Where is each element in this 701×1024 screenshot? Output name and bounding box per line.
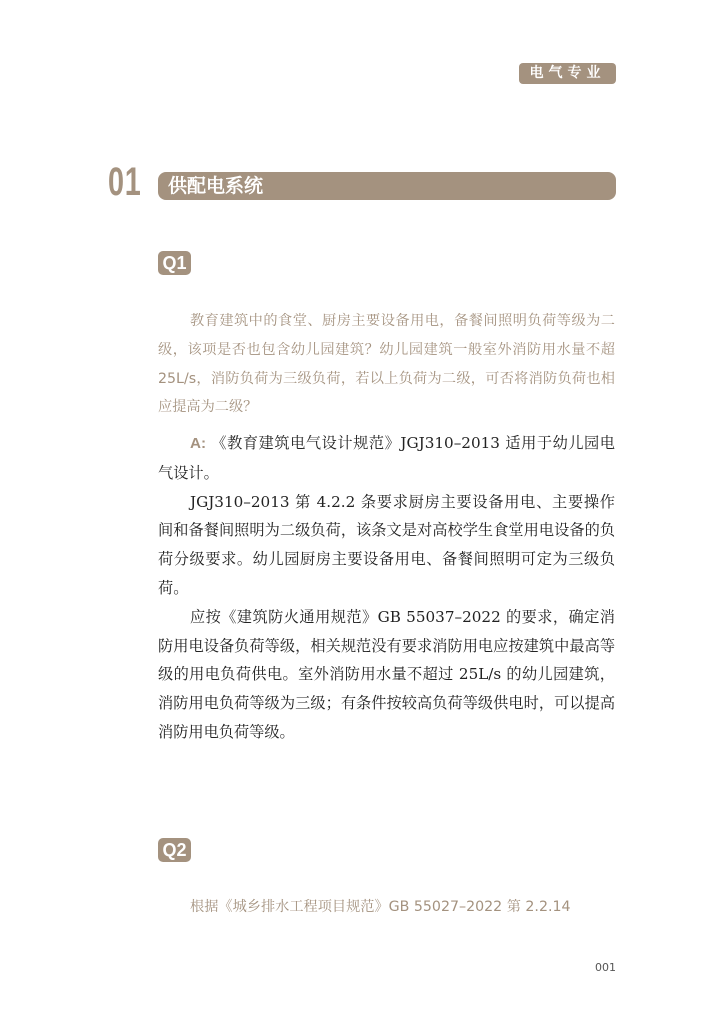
answer-block-q1 xyxy=(158,429,615,747)
section-heading-bar xyxy=(158,172,616,200)
question-badge-q1: Q1 xyxy=(158,251,191,275)
question-text-q1: 教育建筑中的食堂、厨房主要设备用电，备餐间照明负荷等级为二级，该项是否也包含幼儿园建筑？幼儿园建筑一般室外消防用水量不超 25L/s，消防负荷为三级负荷，若以上负荷为二级，可否将消防负荷也相应提高为二级？ xyxy=(158,313,615,416)
category-tag: 电气专业 xyxy=(519,63,616,84)
answer-paragraph: 应按《建筑防火通用规范》GB 55037–2022 的要求，确定消防用电设备负荷等级，相关规范没有要求消防用电应按建筑中最高等级的用电负荷供电。室外消防用水量不超过 25L/s 的幼儿园建筑，消防用电负荷等级为三级；有条件按较高负荷等级供电时，可以提高消防用电负荷等级。 xyxy=(158,607,615,741)
question-text-q2: 根据《城乡排水工程项目规范》GB 55027–2022 第 2.2.14 xyxy=(190,899,571,915)
question-badge-q2: Q2 xyxy=(158,838,191,862)
answer-label: A: xyxy=(190,435,207,452)
answer-paragraph: JGJ310–2013 第 4.2.2 条要求厨房主要设备用电、主要操作间和备餐间照明为二级负荷，该条文是对高校学生食堂用电设备的负荷分级要求。幼儿园厨房主要设备用电、备餐间照明可定为三级负荷。 xyxy=(158,492,615,597)
section-number: 01 xyxy=(108,160,142,204)
page-number: 001 xyxy=(595,961,616,974)
answer-paragraph-text: 《教育建筑电气设计规范》JGJ310–2013 适用于幼儿园电气设计。 xyxy=(158,434,615,482)
answer-paragraph xyxy=(158,429,615,488)
section-title: 供配电系统 xyxy=(168,175,264,197)
